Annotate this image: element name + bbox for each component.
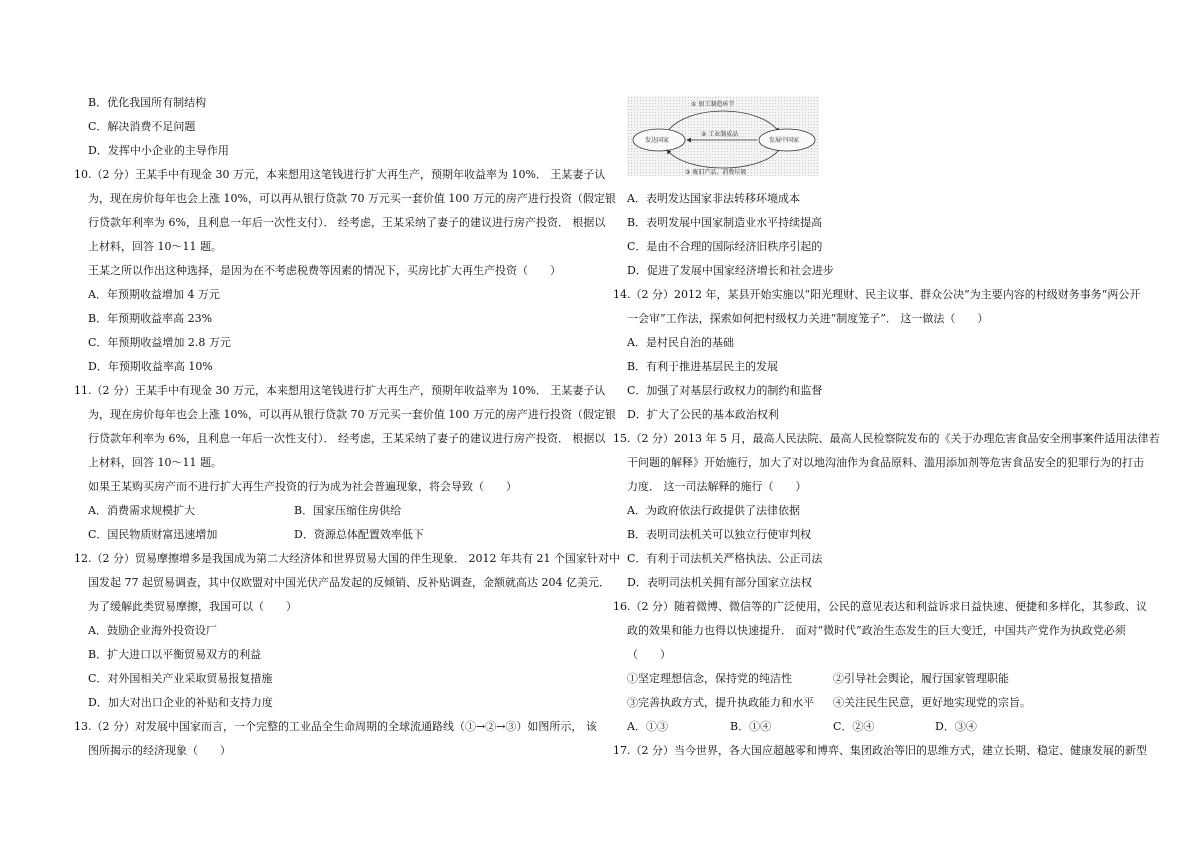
q12-stem-line-1: 12.（2 分）贸易摩擦增多是我国成为第二大经济体和世界贸易大国的伴生现象． 2012 年共有 21 个国家针对中 [74,552,620,565]
q11-option-b: B．国家压缩住房供给 [294,504,402,517]
q14-stem-line-2: 一会审”工作法，探索如何把村级权力关进“制度笼子”． 这一做法（ ） [627,312,989,325]
q10-stem-line-1: 10.（2 分）王某手中有现金 30 万元，本来想用这笔钱进行扩大再生产，预期年收益率为 10%． 王某妻子认 [74,168,606,181]
q13-option-d: D．促进了发展中国家经济增长和社会进步 [627,264,834,277]
q10-option-d: D．年预期收益率高 10% [88,360,213,373]
q11-option-d: D．资源总体配置效率低下 [294,528,424,541]
q14-option-a: A．是村民自治的基础 [627,336,734,349]
q10-option-a: A．年预期收益增加 4 万元 [88,288,220,301]
q13-flow-diagram [627,96,819,176]
q11-option-a: A．消费需求规模扩大 [88,504,195,517]
q16-item-2: ②引导社会舆论，履行国家管理职能 [833,672,1009,685]
q11-stem-line-4: 上材料，回答 10～11 题。 [88,456,222,469]
q16-option-a: A．①③ [627,720,668,733]
q16-option-d: D．③④ [935,720,977,733]
q15-option-d: D．表明司法机关拥有部分国家立法权 [627,576,812,589]
q11-stem-line-3: 行贷款年利率为 6%，且利息一年后一次性支付）． 经考虑，王某采纳了妻子的建议进行房产投资． 根据以 [88,432,606,445]
q14-option-c: C．加强了对基层行政权力的制约和监督 [627,384,823,397]
q11-stem-line-2: 为，现在房价每年也会上涨 10%，可以再从银行贷款 70 万元买一套价值 100 万元的房产进行投资（假定银 [88,408,616,421]
q16-option-c: C．②④ [833,720,875,733]
q16-item-4: ④关注民生民意，更好地实现党的宗旨。 [833,696,1031,709]
q9-option-b: B．优化我国所有制结构 [88,96,207,109]
q15-stem-line-2: 干问题的解释》开始施行，加大了对以地沟油作为食品原料、滥用添加剂等危害食品安全的犯罪行为的打击 [627,456,1144,469]
q12-option-d: D．加大对出口企业的补贴和支持力度 [88,696,273,709]
node-developing-country-label: 发展中国家 [769,137,800,144]
q11-question: 如果王某购买房产而不进行扩大再生产投资的行为成为社会普遍现象，将会导致（ ） [88,480,517,493]
q12-option-a: A．鼓励企业海外投资设厂 [88,624,217,637]
q9-option-c: C．解决消费不足问题 [88,120,196,133]
q16-stem-line-1: 16.（2 分）随着微博、微信等的广泛使用，公民的意见表达和利益诉求日益快速、便捷和多样化，其参政、议 [613,600,1147,613]
q10-stem-line-3: 行贷款年利率为 6%，且利息一年后一次性支付）． 经考虑，王某采纳了妻子的建议进行房产投资． 根据以 [88,216,606,229]
q15-option-c: C．有利于司法机关严格执法、公正司法 [627,552,823,565]
q16-question: （ ） [627,648,671,661]
q13-stem-line-1: 13.（2 分）对发展中国家而言，一个完整的工业品全生命周期的全球流通路线（①→②→③）如图所示， 该 [74,720,597,733]
q15-stem-line-1: 15.（2 分）2013 年 5 月，最高人民法院、最高人民检察院发布的《关于办理危害食品安全刑事案件适用法律若 [613,432,1160,445]
q10-stem-line-2: 为，现在房价每年也会上涨 10%，可以再从银行贷款 70 万元买一套价值 100 万元的房产进行投资（假定银 [88,192,616,205]
flow-label-top: ① 加工制造环节 [691,101,735,108]
q16-option-b: B．①④ [730,720,772,733]
flow-diagram-svg [627,96,819,176]
q10-question: 王某之所以作出这种选择，是因为在不考虑税费等因素的情况下，买房比扩大再生产投资（ ） [88,264,561,277]
q13-option-b: B．表明发展中国家制造业水平持续提高 [627,216,823,229]
q12-option-b: B．扩大进口以平衡贸易双方的利益 [88,648,262,661]
q12-stem-line-2: 国发起 77 起贸易调查，其中仅欧盟对中国光伏产品发起的反倾销、反补贴调查，金额就高达 204 亿美元． [88,576,610,589]
flow-label-middle: ② 工业制成品 [701,131,739,138]
q13-question: 图所揭示的经济现象（ ） [88,744,231,757]
q13-option-a: A．表明发达国家非法转移环境成本 [627,192,800,205]
flow-arrow-bottom [667,150,779,168]
q14-option-b: B．有利于推进基层民主的发展 [627,360,779,373]
flow-arrow-top [667,111,779,132]
q14-stem-line-1: 14.（2 分）2012 年，某县开始实施以“阳光理财、民主议事、群众公决”为主要内容的村级财务事务“两公开 [613,288,1141,301]
q15-question: 力度． 这一司法解释的施行（ ） [627,480,807,493]
q13-option-c: C．是由不合理的国际经济旧秩序引起的 [627,240,823,253]
flow-label-bottom: ③ 废旧产品，消费垃圾 [685,169,747,176]
q10-stem-line-4: 上材料，回答 10～11 题。 [88,240,222,253]
q16-stem-line-2: 政的效果和能力也得以快速提升． 面对“微时代”政治生态发生的巨大变迁，中国共产党作为执政党必须 [627,624,1126,637]
q15-option-b: B．表明司法机关可以独立行使审判权 [627,528,812,541]
q10-option-b: B．年预期收益率高 23% [88,312,213,325]
q15-option-a: A．为政府依法行政提供了法律依据 [627,504,800,517]
q11-stem-line-1: 11.（2 分）王某手中有现金 30 万元，本来想用这笔钱进行扩大再生产，预期年收益率为 10%． 王某妻子认 [74,384,606,397]
q12-option-c: C．对外国相关产业采取贸易报复措施 [88,672,273,685]
q12-question: 为了缓解此类贸易摩擦，我国可以（ ） [88,600,297,613]
node-developed-country-label: 发达国家 [645,137,670,144]
q10-option-c: C．年预期收益增加 2.8 万元 [88,336,231,349]
q16-item-3: ③完善执政方式，提升执政能力和水平 [627,696,814,709]
q11-option-c: C．国民物质财富迅速增加 [88,528,218,541]
q14-option-d: D．扩大了公民的基本政治权利 [627,408,779,421]
q9-option-d: D．发挥中小企业的主导作用 [88,144,229,157]
q16-item-1: ①坚定理想信念，保持党的纯洁性 [627,672,792,685]
q17-stem-line-1: 17.（2 分）当今世界，各大国应超越零和博弈、集团政治等旧的思维方式，建立长期、稳定、健康发展的新型 [613,744,1147,757]
